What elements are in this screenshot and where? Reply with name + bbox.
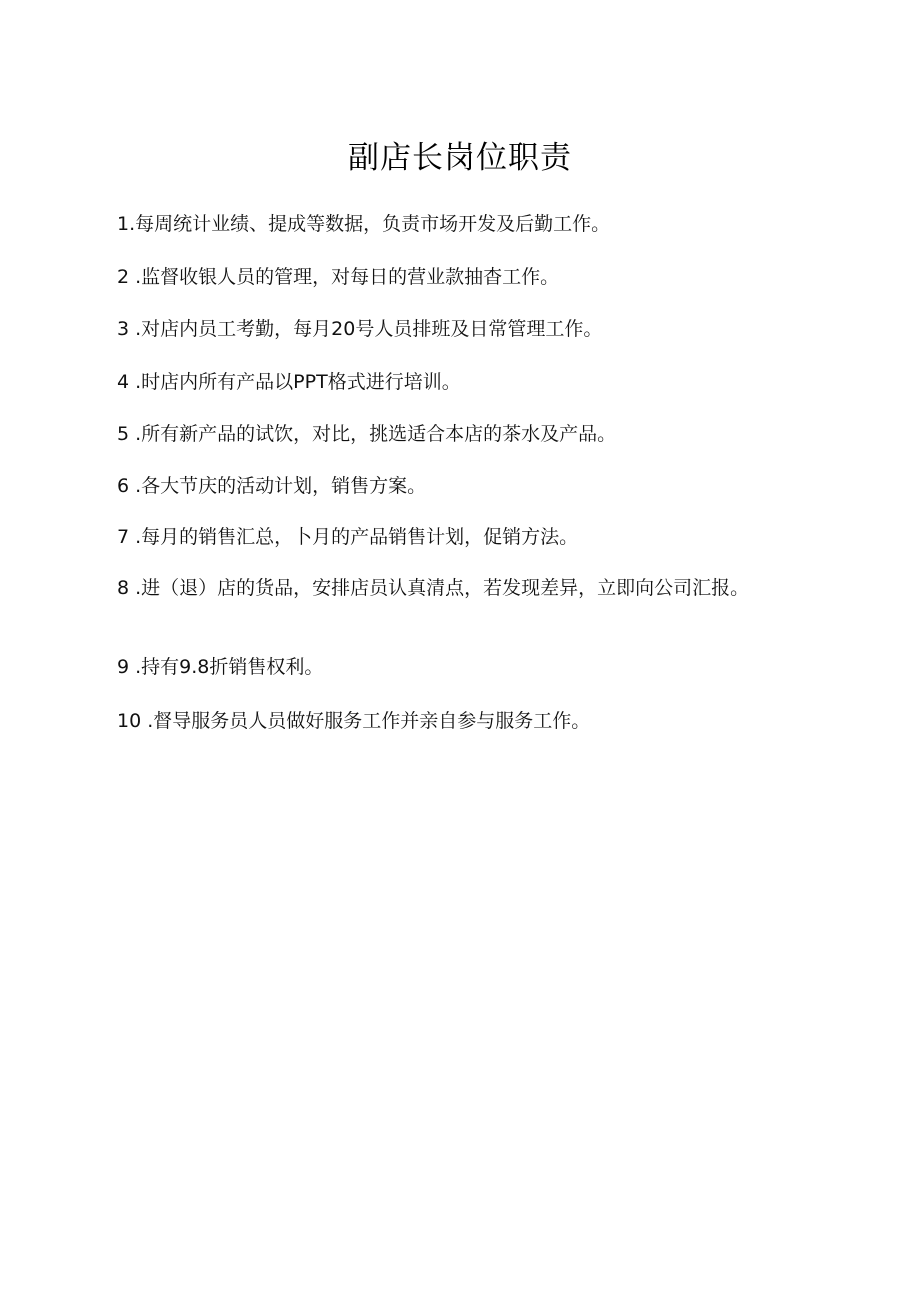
list-item (117, 419, 797, 449)
item-number: 2 . (117, 266, 142, 288)
item-number: 9 . (117, 656, 142, 678)
item-text: 持有9.8折销售权利。 (141, 656, 324, 678)
list-item (117, 314, 797, 344)
list-item (117, 706, 797, 736)
item-number: 10 . (117, 710, 154, 732)
list-item (117, 471, 797, 501)
item-text: 各大节庆的活动计划，销售方案。 (141, 475, 427, 497)
item-text: 对店内员工考勤，每月20号人员排班及日常管理工作。 (141, 318, 603, 340)
list-item (117, 262, 797, 292)
item-number: 4 . (117, 371, 142, 393)
list-item (117, 209, 797, 239)
item-number: 7 . (117, 526, 142, 548)
item-number: 1. (117, 213, 136, 235)
list-item (117, 522, 797, 552)
item-text: 进（退）店的货品，安排店员认真清点，若发现差异，立即向公司汇报。 (141, 577, 750, 599)
item-text: 每周统计业绩、提成等数据，负责市场开发及后勤工作。 (135, 213, 611, 235)
item-number: 5 . (117, 423, 142, 445)
item-number: 8 . (117, 577, 142, 599)
list-item (117, 652, 797, 682)
item-text: 时店内所有产品以PPT格式进行培训。 (141, 371, 461, 393)
page-title: 副店长岗位职责 (348, 140, 572, 176)
item-text: 督导服务员人员做好服务工作并亲自参与服务工作。 (153, 710, 591, 732)
list-item (117, 367, 797, 397)
list-item (117, 573, 779, 603)
item-text: 监督收银人员的管理，对每日的营业款抽杳工作。 (141, 266, 560, 288)
item-number: 6 . (117, 475, 142, 497)
item-text: 每月的销售汇总，卜月的产品销售计划，促销方法。 (141, 526, 579, 548)
item-number: 3 . (117, 318, 142, 340)
item-text: 所有新产品的试饮，对比，挑选适合本店的茶水及产品。 (141, 423, 617, 445)
